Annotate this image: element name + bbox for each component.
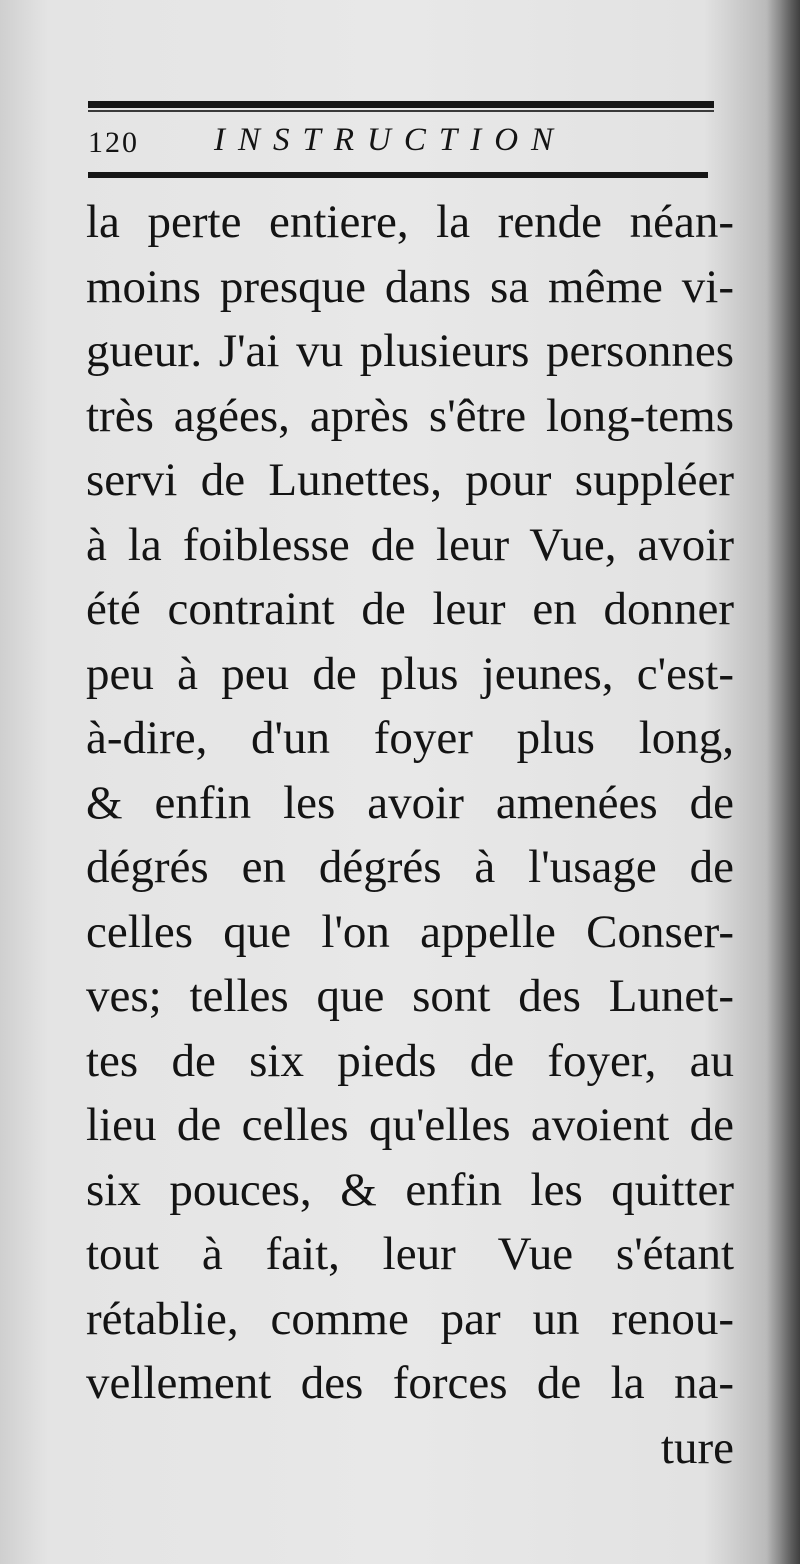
text-line: celles que l'on appelle Conser- xyxy=(86,905,734,958)
header-rule-thin xyxy=(88,110,714,112)
text-line: gueur. J'ai vu plusieurs personnes xyxy=(86,325,734,377)
text-line: tes de six pieds de foyer, au xyxy=(86,1034,734,1087)
text-line: à la foiblesse de leur Vue, avoir xyxy=(86,518,734,571)
text-line: six pouces, & enfin les quitter xyxy=(86,1163,734,1216)
text-line: & enfin les avoir amenées de xyxy=(86,776,734,829)
text-line: tout à fait, leur Vue s'étant xyxy=(86,1228,734,1280)
header-rule-thick xyxy=(88,101,714,108)
binding-shadow xyxy=(766,0,800,1564)
running-title: INSTRUCTION xyxy=(214,122,567,158)
text-line: peu à peu de plus jeunes, c'est- xyxy=(86,647,734,700)
text-line: ves; telles que sont des Lunet- xyxy=(86,970,734,1022)
text-line: rétablie, comme par un renou- xyxy=(86,1292,734,1345)
text-line: été contraint de leur en donner xyxy=(86,583,734,635)
text-line: moins presque dans sa même vi- xyxy=(86,260,734,313)
text-line: très agées, après s'être long-tems xyxy=(86,389,734,442)
page-number: 120 xyxy=(88,126,139,159)
body-text xyxy=(86,190,734,1480)
running-head-rule xyxy=(88,172,708,178)
catchword: ture xyxy=(660,1421,734,1474)
running-head xyxy=(88,122,728,166)
text-line: la perte entiere, la rende néan- xyxy=(86,196,734,248)
text-line: vellement des forces de la na- xyxy=(86,1357,734,1409)
text-line: à-dire, d'un foyer plus long, xyxy=(86,712,734,764)
text-line: lieu de celles qu'elles avoient de xyxy=(86,1099,734,1151)
text-line: servi de Lunettes, pour suppléer xyxy=(86,454,734,506)
text-line: dégrés en dégrés à l'usage de xyxy=(86,841,734,893)
